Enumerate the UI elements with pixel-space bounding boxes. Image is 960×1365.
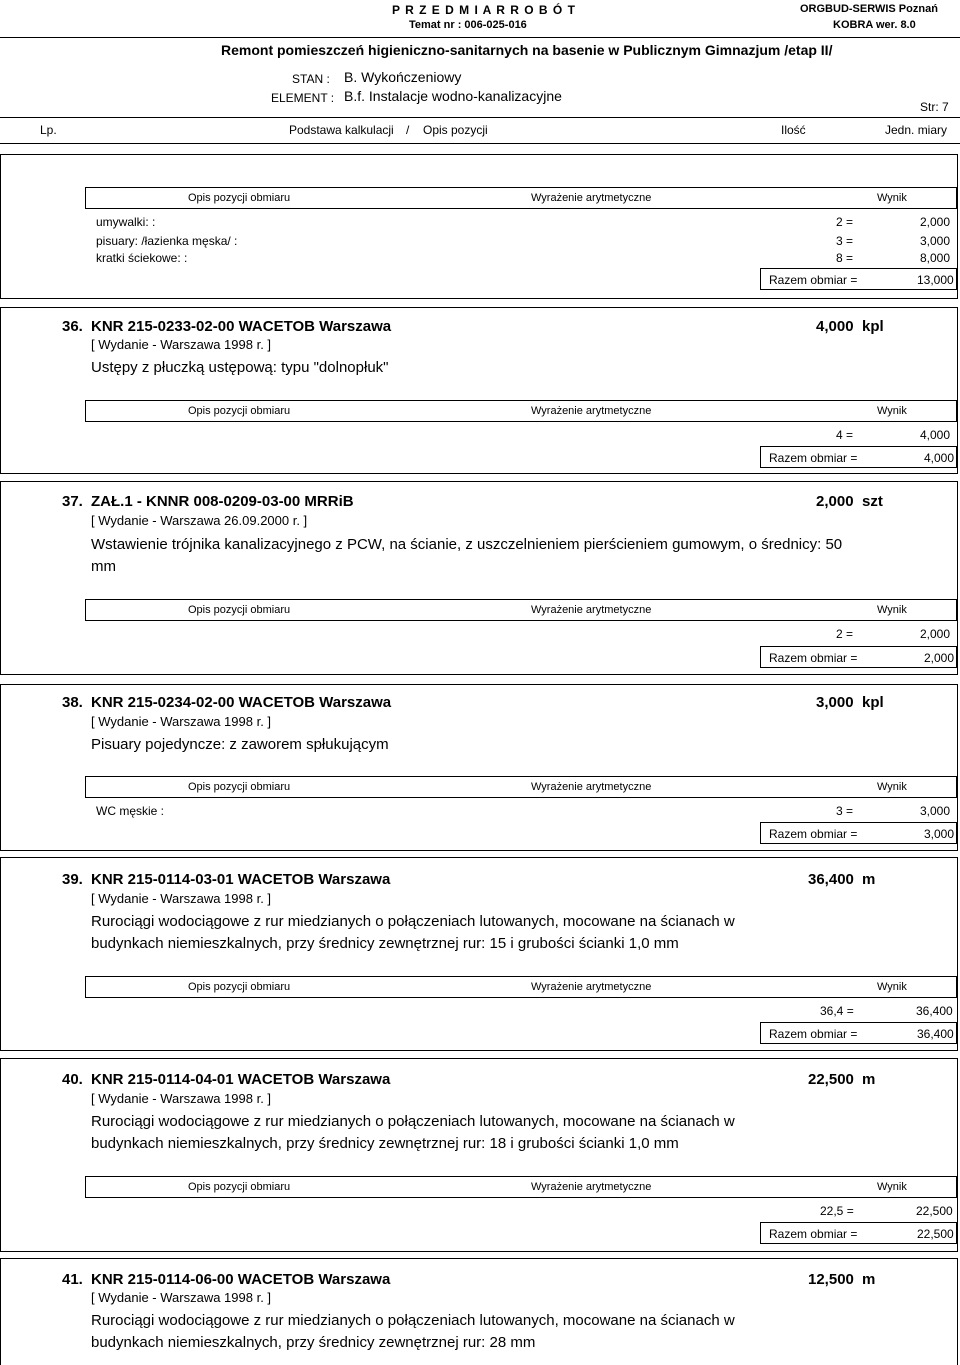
measure-header-wyrazenie: Wyrażenie arytmetyczne	[531, 604, 652, 616]
position-edition: [ Wydanie - Warszawa 26.09.2000 r. ]	[91, 513, 308, 528]
measure-header-wyrazenie: Wyrażenie arytmetyczne	[531, 981, 652, 993]
measure-row-expr: 3 =	[836, 234, 854, 248]
razem-label: Razem obmiar =	[769, 1027, 858, 1041]
measure-row-opis: pisuary: /łazienka męska/ :	[96, 234, 238, 248]
razem-box	[760, 446, 957, 468]
position-description: Ustępy z płuczką ustępową: typu "dolnopłuk"	[91, 359, 389, 376]
measure-row-expr: 36,4 =	[820, 1004, 854, 1018]
stan-value: B. Wykończeniowy	[344, 69, 462, 85]
position-number: 37.	[62, 493, 83, 510]
position-unit: m	[862, 1271, 876, 1288]
position-number: 39.	[62, 871, 83, 888]
measure-header-wynik: Wynik	[877, 405, 907, 417]
measure-row-wynik: 4,000	[920, 428, 951, 442]
position-quantity: 4,000	[816, 318, 854, 335]
position-edition: [ Wydanie - Warszawa 1998 r. ]	[91, 337, 272, 352]
stan-label: STAN :	[292, 72, 330, 86]
column-ilosc: Ilość	[781, 123, 806, 137]
measure-header-wyrazenie: Wyrażenie arytmetyczne	[531, 405, 652, 417]
position-code: ZAŁ.1 - KNNR 008-0209-03-00 MRRiB	[91, 493, 354, 510]
measure-header	[85, 776, 957, 798]
position-description: Wstawienie trójnika kanalizacyjnego z PCW, na ścianie, z uszczelnieniem pierścieniem gumowym, o średnicy: 50	[91, 536, 843, 553]
razem-box	[760, 1222, 957, 1244]
position-description-cont: budynkach niemieszkalnych, przy średnicy zewnętrznej rur: 18 i grubości ścianki 1,0 mm	[91, 1135, 679, 1152]
column-opis: Opis pozycji	[423, 123, 488, 137]
measure-header-wynik: Wynik	[877, 604, 907, 616]
page-number: Str: 7	[920, 100, 949, 114]
position-number: 38.	[62, 694, 83, 711]
column-jedn: Jedn. miary	[885, 123, 948, 137]
columns-rule-top	[0, 117, 960, 118]
project-title: Remont pomieszczeń higieniczno-sanitarnych na basenie w Publicznym Gimnazjum /etap II/	[221, 42, 833, 58]
position-unit: m	[862, 1071, 876, 1088]
position-code: KNR 215-0114-04-01 WACETOB Warszawa	[91, 1071, 391, 1088]
position-number: 36.	[62, 318, 83, 335]
razem-label: Razem obmiar =	[769, 651, 858, 665]
column-podstawa: Podstawa kalkulacji	[289, 123, 394, 137]
razem-value: 2,000	[924, 651, 955, 665]
measure-row-wynik: 3,000	[920, 804, 951, 818]
measure-row-wynik: 8,000	[920, 251, 951, 265]
razem-label: Razem obmiar =	[769, 273, 858, 287]
razem-box	[760, 822, 957, 844]
company-name: ORGBUD-SERWIS Poznań	[800, 3, 938, 15]
position-unit: kpl	[862, 318, 884, 335]
measure-row-expr: 4 =	[836, 428, 854, 442]
position-code: KNR 215-0114-03-01 WACETOB Warszawa	[91, 871, 391, 888]
columns-rule-bottom	[0, 143, 960, 144]
position-code: KNR 215-0234-02-00 WACETOB Warszawa	[91, 694, 392, 711]
position-quantity: 36,400	[808, 871, 854, 888]
position-edition: [ Wydanie - Warszawa 1998 r. ]	[91, 891, 272, 906]
header-rule	[0, 37, 960, 38]
measure-header-opis: Opis pozycji obmiaru	[188, 405, 291, 417]
razem-box	[760, 268, 957, 290]
measure-header-wynik: Wynik	[877, 192, 907, 204]
software-version: KOBRA wer. 8.0	[833, 19, 916, 31]
position-quantity: 2,000	[816, 493, 854, 510]
razem-box	[760, 646, 957, 668]
measure-row-wynik: 2,000	[920, 627, 951, 641]
measure-row-wynik: 22,500	[916, 1204, 953, 1218]
measure-row-expr: 3 =	[836, 804, 854, 818]
measure-header-wynik: Wynik	[877, 981, 907, 993]
measure-header	[85, 187, 957, 209]
document-title: P R Z E D M I A R R O B Ó T	[392, 3, 576, 17]
measure-row-opis: kratki ściekowe: :	[96, 251, 188, 265]
measure-header-opis: Opis pozycji obmiaru	[188, 981, 291, 993]
measure-header-wyrazenie: Wyrażenie arytmetyczne	[531, 192, 652, 204]
position-quantity: 12,500	[808, 1271, 854, 1288]
measure-row-expr: 22,5 =	[820, 1204, 854, 1218]
razem-label: Razem obmiar =	[769, 1227, 858, 1241]
measure-row-opis: umywalki: :	[96, 215, 156, 229]
measure-header	[85, 599, 957, 621]
position-code: KNR 215-0233-02-00 WACETOB Warszawa	[91, 318, 392, 335]
position-number: 40.	[62, 1071, 83, 1088]
measure-row-expr: 8 =	[836, 251, 854, 265]
position-description: Rurociągi wodociągowe z rur miedzianych o połączeniach lutowanych, mocowane na ścianach w	[91, 1113, 735, 1130]
position-description: Rurociągi wodociągowe z rur miedzianych o połączeniach lutowanych, mocowane na ścianach w	[91, 1312, 735, 1329]
position-edition: [ Wydanie - Warszawa 1998 r. ]	[91, 1091, 272, 1106]
position-description-cont: mm	[91, 558, 116, 575]
position-unit: szt	[862, 493, 883, 510]
measure-header	[85, 1176, 957, 1198]
measure-header	[85, 400, 957, 422]
measure-row-expr: 2 =	[836, 627, 854, 641]
measure-header-opis: Opis pozycji obmiaru	[188, 781, 291, 793]
measure-row-wynik: 3,000	[920, 234, 951, 248]
position-description-cont: budynkach niemieszkalnych, przy średnicy zewnętrznej rur: 28 mm	[91, 1334, 536, 1351]
measure-header	[85, 976, 957, 998]
razem-value: 36,400	[917, 1027, 954, 1041]
razem-value: 3,000	[924, 827, 955, 841]
razem-box	[760, 1022, 957, 1044]
measure-header-wynik: Wynik	[877, 1181, 907, 1193]
position-unit: m	[862, 871, 876, 888]
razem-value: 13,000	[917, 273, 954, 287]
measure-header-opis: Opis pozycji obmiaru	[188, 192, 291, 204]
measure-row-opis: WC męskie :	[96, 804, 165, 818]
position-description-cont: budynkach niemieszkalnych, przy średnicy zewnętrznej rur: 15 i grubości ścianki 1,0 mm	[91, 935, 679, 952]
topic-number: Temat nr : 006-025-016	[409, 19, 527, 31]
position-quantity: 3,000	[816, 694, 854, 711]
position-quantity: 22,500	[808, 1071, 854, 1088]
razem-value: 4,000	[924, 451, 955, 465]
position-edition: [ Wydanie - Warszawa 1998 r. ]	[91, 1290, 272, 1305]
position-description: Rurociągi wodociągowe z rur miedzianych o połączeniach lutowanych, mocowane na ścianach w	[91, 913, 735, 930]
column-slash: /	[406, 123, 410, 137]
element-value: B.f. Instalacje wodno-kanalizacyjne	[344, 88, 562, 104]
measure-row-wynik: 36,400	[916, 1004, 953, 1018]
position-unit: kpl	[862, 694, 884, 711]
position-code: KNR 215-0114-06-00 WACETOB Warszawa	[91, 1271, 391, 1288]
position-description: Pisuary pojedyncze: z zaworem spłukującym	[91, 736, 389, 753]
razem-value: 22,500	[917, 1227, 954, 1241]
measure-header-opis: Opis pozycji obmiaru	[188, 604, 291, 616]
measure-row-expr: 2 =	[836, 215, 854, 229]
measure-header-wyrazenie: Wyrażenie arytmetyczne	[531, 1181, 652, 1193]
position-number: 41.	[62, 1271, 83, 1288]
element-label: ELEMENT :	[271, 91, 335, 105]
razem-label: Razem obmiar =	[769, 451, 858, 465]
position-edition: [ Wydanie - Warszawa 1998 r. ]	[91, 714, 272, 729]
measure-header-wynik: Wynik	[877, 781, 907, 793]
razem-label: Razem obmiar =	[769, 827, 858, 841]
column-lp: Lp.	[40, 123, 57, 137]
measure-header-opis: Opis pozycji obmiaru	[188, 1181, 291, 1193]
measure-row-wynik: 2,000	[920, 215, 951, 229]
measure-header-wyrazenie: Wyrażenie arytmetyczne	[531, 781, 652, 793]
